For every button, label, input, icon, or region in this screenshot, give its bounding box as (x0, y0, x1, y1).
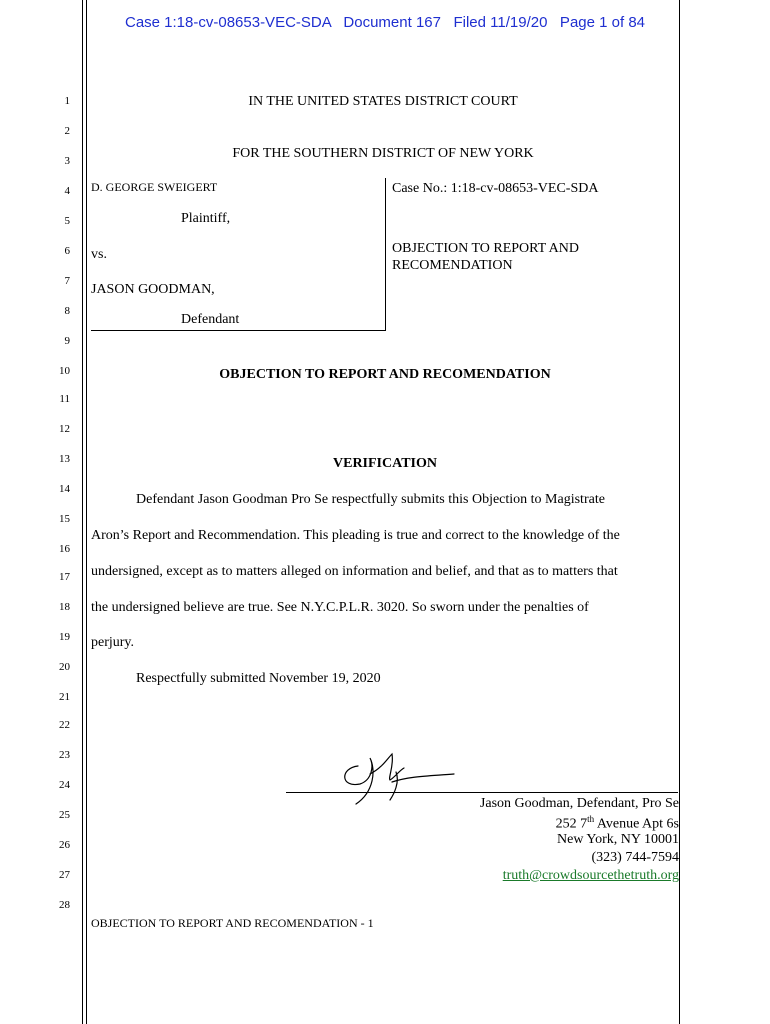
line-number: 13 (59, 453, 70, 465)
case-number: Case No.: 1:18-cv-08653-VEC-SDA (392, 181, 599, 196)
line-number: 14 (59, 483, 70, 495)
body-line: perjury. (91, 635, 135, 650)
line-number: 27 (59, 869, 70, 881)
line-number: 5 (64, 215, 70, 227)
document-title-line-1: OBJECTION TO REPORT AND (392, 241, 580, 256)
ecf-header-stamp: Case 1:18-cv-08653-VEC-SDA Document 167 Filed 11/19/20 Page 1 of 84 (124, 14, 646, 31)
line-number: 10 (59, 365, 70, 377)
address-ordinal: th (587, 814, 595, 824)
line-number: 21 (59, 691, 70, 703)
line-number: 28 (59, 899, 70, 911)
document-title-line-2: RECOMENDATION (392, 258, 513, 273)
line-number: 16 (59, 543, 70, 555)
handwritten-signature (330, 748, 460, 808)
section-heading: VERIFICATION (333, 456, 437, 471)
signer-name: Jason Goodman, Defendant, Pro Se (479, 796, 679, 811)
address-street: Avenue Apt 6s (594, 816, 679, 832)
line-number: 22 (59, 719, 70, 731)
plaintiff-name: D. GEORGE SWEIGERT (91, 180, 218, 194)
line-number: 23 (59, 749, 70, 761)
body-line: Aron’s Report and Recommendation. This pleading is true and correct to the knowledge of the (91, 528, 620, 543)
body-line: the undersigned believe are true. See N.Y.C.P.L.R. 3020. So sworn under the penalties of (91, 600, 589, 615)
plaintiff-role: Plaintiff, (181, 211, 231, 226)
defendant-name: JASON GOODMAN, (91, 282, 215, 297)
caption-bottom-rule (91, 330, 385, 331)
line-number: 25 (59, 809, 70, 821)
line-number: 8 (64, 305, 70, 317)
line-number: 12 (59, 423, 70, 435)
page-footer: OBJECTION TO REPORT AND RECOMENDATION - 1 (91, 916, 374, 930)
line-number: 9 (64, 335, 70, 347)
signature-rule (286, 792, 678, 793)
line-number: 24 (59, 779, 70, 791)
defendant-role: Defendant (181, 312, 240, 327)
signer-phone: (323) 744-7594 (591, 850, 679, 865)
line-number: 15 (59, 513, 70, 525)
line-number: 7 (64, 275, 70, 287)
line-number: 2 (64, 125, 70, 137)
line-number: 26 (59, 839, 70, 851)
line-number: 17 (59, 571, 70, 583)
line-number: 19 (59, 631, 70, 643)
document-title: OBJECTION TO REPORT AND RECOMENDATION (219, 367, 551, 382)
submission-date: Respectfully submitted November 19, 2020 (136, 671, 381, 686)
line-number: 20 (59, 661, 70, 673)
left-margin-rule-outer (82, 0, 83, 1024)
line-number: 3 (64, 155, 70, 167)
versus-label: vs. (91, 247, 107, 262)
signer-email-link[interactable]: truth@crowdsourcethetruth.org (502, 868, 679, 883)
address-number: 252 7 (555, 816, 588, 832)
line-number: 11 (59, 393, 70, 405)
line-number: 18 (59, 601, 70, 613)
line-number: 1 (64, 95, 70, 107)
court-district: FOR THE SOUTHERN DISTRICT OF NEW YORK (232, 146, 534, 161)
line-number: 4 (64, 185, 70, 197)
body-line: undersigned, except as to matters alleged on information and belief, and that as to matters that (91, 564, 618, 579)
signer-city: New York, NY 10001 (557, 832, 679, 847)
body-line: Defendant Jason Goodman Pro Se respectfully submits this Objection to Magistrate (136, 492, 605, 507)
court-name: IN THE UNITED STATES DISTRICT COURT (248, 94, 518, 109)
signer-address (556, 814, 679, 833)
caption-divider-rule (385, 178, 386, 331)
line-number: 6 (64, 245, 70, 257)
